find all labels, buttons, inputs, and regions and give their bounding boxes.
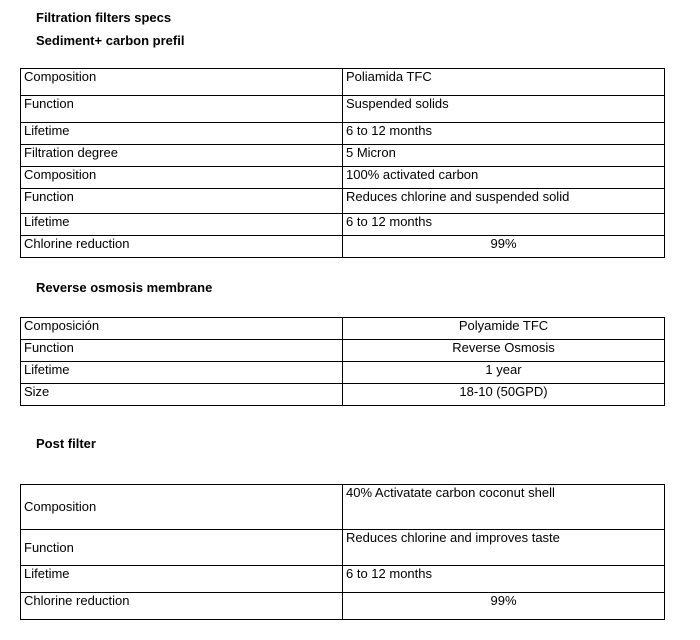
spec-value: 5 Micron <box>343 145 665 167</box>
table-row <box>21 145 665 167</box>
spec-label: Filtration degree <box>21 145 343 167</box>
spec-label: Function <box>21 340 343 362</box>
spec-value: 100% activated carbon <box>343 167 665 189</box>
spec-label: Chlorine reduction <box>21 236 343 258</box>
section-heading-membrane: Reverse osmosis membrane <box>36 280 213 295</box>
table-row <box>21 485 665 530</box>
spec-label: Lifetime <box>21 123 343 145</box>
spec-value: 1 year <box>343 362 665 384</box>
spec-label: Composición <box>21 318 343 340</box>
section-heading-prefilter: Sediment+ carbon prefil <box>36 33 185 48</box>
spec-label: Composition <box>21 485 343 530</box>
table-row <box>21 530 665 566</box>
table-row <box>21 340 665 362</box>
table-row <box>21 362 665 384</box>
spec-value: 6 to 12 months <box>343 214 665 236</box>
post-filter-spec-table <box>20 484 665 620</box>
table-row <box>21 69 665 96</box>
prefilter-spec-table <box>20 68 665 258</box>
spec-value: Reverse Osmosis <box>343 340 665 362</box>
spec-label: Function <box>21 96 343 123</box>
table-row <box>21 566 665 593</box>
section-heading-post-filter: Post filter <box>36 436 96 451</box>
table-row <box>21 189 665 214</box>
table-row <box>21 214 665 236</box>
spec-label: Composition <box>21 167 343 189</box>
table-row <box>21 96 665 123</box>
spec-value: 6 to 12 months <box>343 123 665 145</box>
spec-value: 99% <box>343 236 665 258</box>
spec-label: Lifetime <box>21 214 343 236</box>
spec-value: 40% Activatate carbon coconut shell <box>343 485 665 530</box>
table-row <box>21 593 665 620</box>
spec-value: Suspended solids <box>343 96 665 123</box>
table-row <box>21 123 665 145</box>
spec-label: Chlorine reduction <box>21 593 343 620</box>
table-row <box>21 236 665 258</box>
spec-value: Reduces chlorine and suspended solid <box>343 189 665 214</box>
spec-value: 18-10 (50GPD) <box>343 384 665 406</box>
spec-label: Lifetime <box>21 566 343 593</box>
table-row <box>21 318 665 340</box>
spec-value: 99% <box>343 593 665 620</box>
spec-label: Size <box>21 384 343 406</box>
spec-value: Poliamida TFC <box>343 69 665 96</box>
membrane-spec-table <box>20 317 665 406</box>
spec-label: Function <box>21 530 343 566</box>
page-title: Filtration filters specs <box>36 10 172 25</box>
spec-value: 6 to 12 months <box>343 566 665 593</box>
table-row <box>21 167 665 189</box>
spec-value: Polyamide TFC <box>343 318 665 340</box>
table-row <box>21 384 665 406</box>
spec-label: Lifetime <box>21 362 343 384</box>
spec-label: Composition <box>21 69 343 96</box>
spec-label: Function <box>21 189 343 214</box>
spec-value: Reduces chlorine and improves taste <box>343 530 665 566</box>
